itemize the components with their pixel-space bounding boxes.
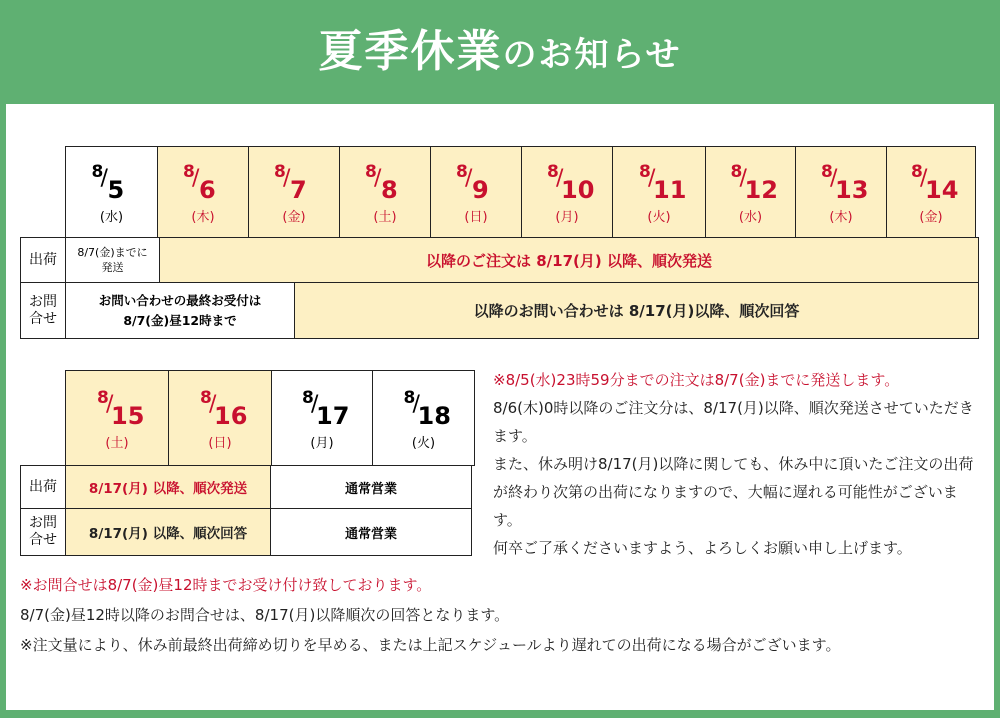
month: 8 [547,161,559,182]
ship-label-text: 出荷 [29,251,57,268]
month: 8 [183,161,195,182]
month: 8 [91,161,104,182]
weekday: (木) [829,209,853,225]
slash: / [100,165,108,191]
month: 8 [200,387,212,408]
ship-open-text: 通常営業 [344,481,397,497]
day: 9 [472,175,489,204]
bottom-note-line-1: ※お問合せは8/7(金)昼12時までお受け付け致しております。 [20,576,432,594]
inquiry-after-bar [294,282,979,339]
inquiry-open-cell [270,508,472,556]
date-cell [248,146,340,238]
date-number [198,386,248,430]
day: 13 [835,175,869,204]
date-cell [65,370,169,466]
date-number [272,160,316,204]
date-number [300,386,350,430]
weekday: (金) [282,209,306,225]
side-note-line-3: また、休み明け8/17(月)以降に関しても、休み中に頂いたご注文の出荷が終わり次第の出荷になりますので、大幅に遅れる可能性がございます。 [493,455,974,529]
content-panel [6,104,994,710]
date-cell [372,370,475,466]
side-note-line-1: ※8/5(水)23時59分までの注文は8/7(金)までに発送します。 [493,371,900,389]
slash: / [283,165,291,191]
slash: / [106,391,114,417]
slash: / [648,165,656,191]
slash: / [311,391,319,417]
slash: / [209,391,217,417]
date-cell [430,146,522,238]
day: 18 [417,401,451,430]
date-cell [168,370,272,466]
date-number [729,160,778,204]
date-number [402,386,451,430]
date-number [819,160,869,204]
inquiry-label-text-2: お問合せ [29,515,57,548]
weekday: (土) [105,435,129,451]
row-label-ship-2 [20,465,66,509]
date-cell [886,146,976,238]
ship-closed-cell [65,465,271,509]
month: 8 [639,161,651,182]
month: 8 [911,161,923,182]
date-number [637,160,687,204]
day: 12 [744,175,778,204]
month: 8 [821,161,833,182]
day: 16 [214,401,248,430]
date-number [454,160,498,204]
inquiry-open-text: 通常営業 [344,526,397,542]
date-cell [157,146,249,238]
bottom-note [20,570,900,660]
header-banner [0,0,1000,104]
date-number [545,160,595,204]
month: 8 [456,161,468,182]
inquiry-before-text: お問い合わせの最終お受付は 8/7(金)昼12時まで [98,292,262,328]
ship-label-text-2: 出荷 [29,478,57,495]
day: 6 [199,175,216,204]
weekday: (水) [738,209,763,225]
side-note-line-4: 何卒ご了承くださいますよう、よろしくお願い申し上げます。 [493,539,912,557]
month: 8 [403,387,416,408]
slash: / [830,165,838,191]
inquiry-label-text: お問合せ [29,293,57,327]
month: 8 [730,161,743,182]
title-main: 夏季休業 [318,26,503,77]
date-cell [795,146,887,238]
ship-before-cell [65,237,160,283]
day: 17 [316,401,350,430]
day: 8 [381,175,398,204]
row-label-inquiry-1 [20,282,66,339]
date-cell [65,146,158,238]
slash: / [192,165,200,191]
slash: / [374,165,382,191]
month: 8 [302,387,314,408]
slash: / [556,165,564,191]
weekday: (日) [464,209,488,225]
slash: / [739,165,747,191]
month: 8 [365,161,377,182]
weekday: (月) [555,209,579,225]
row-label-ship-1 [20,237,66,283]
ship-after-text: 以降のご注文は 8/17(月) 以降、順次発送 [426,251,712,270]
slash: / [465,165,473,191]
inquiry-closed-text: 8/17(月) 以降、順次回答 [88,526,248,542]
month: 8 [97,387,109,408]
date-cell [705,146,796,238]
date-number [909,160,959,204]
weekday: (火) [647,209,671,225]
bottom-note-line-2: 8/7(金)昼12時以降のお問合せは、8/17(月)以降順次の回答となります。 [20,606,510,624]
weekday: (金) [919,209,943,225]
ship-before-text: 8/7(金)までに発送 [77,246,148,274]
bottom-note-line-3: ※注文量により、休み前最終出荷締め切りを早める、または上記スケジュールより遅れての出荷になる場合がございます。 [20,636,841,654]
title-suffix: のお知らせ [502,35,682,75]
ship-open-cell [270,465,472,509]
side-note [493,366,983,562]
page-title [0,0,1000,107]
date-cell [271,370,373,466]
ship-after-bar [159,237,979,283]
date-number [181,160,225,204]
date-cell [612,146,706,238]
ship-closed-text: 8/17(月) 以降、順次発送 [88,481,248,497]
slash: / [412,391,420,417]
weekday: (火) [411,435,436,451]
weekday: (水) [99,209,124,225]
inquiry-closed-cell [65,508,271,556]
day: 10 [561,175,595,204]
weekday: (月) [310,435,334,451]
date-number [95,386,145,430]
date-number [90,160,134,204]
date-number [363,160,407,204]
weekday: (日) [208,435,232,451]
date-cell [339,146,431,238]
side-note-line-2: 8/6(木)0時以降のご注文分は、8/17(月)以降、順次発送させていただきます。 [493,399,974,445]
day: 5 [107,175,125,204]
day: 15 [111,401,145,430]
slash: / [920,165,928,191]
month: 8 [274,161,286,182]
weekday: (木) [191,209,215,225]
day: 14 [925,175,959,204]
inquiry-after-text: 以降のお問い合わせは 8/17(月)以降、順次回答 [473,302,800,320]
date-cell [521,146,613,238]
inquiry-before-cell [65,282,295,339]
day: 11 [653,175,687,204]
weekday: (土) [373,209,397,225]
day: 7 [290,175,307,204]
row-label-inquiry-2 [20,508,66,556]
